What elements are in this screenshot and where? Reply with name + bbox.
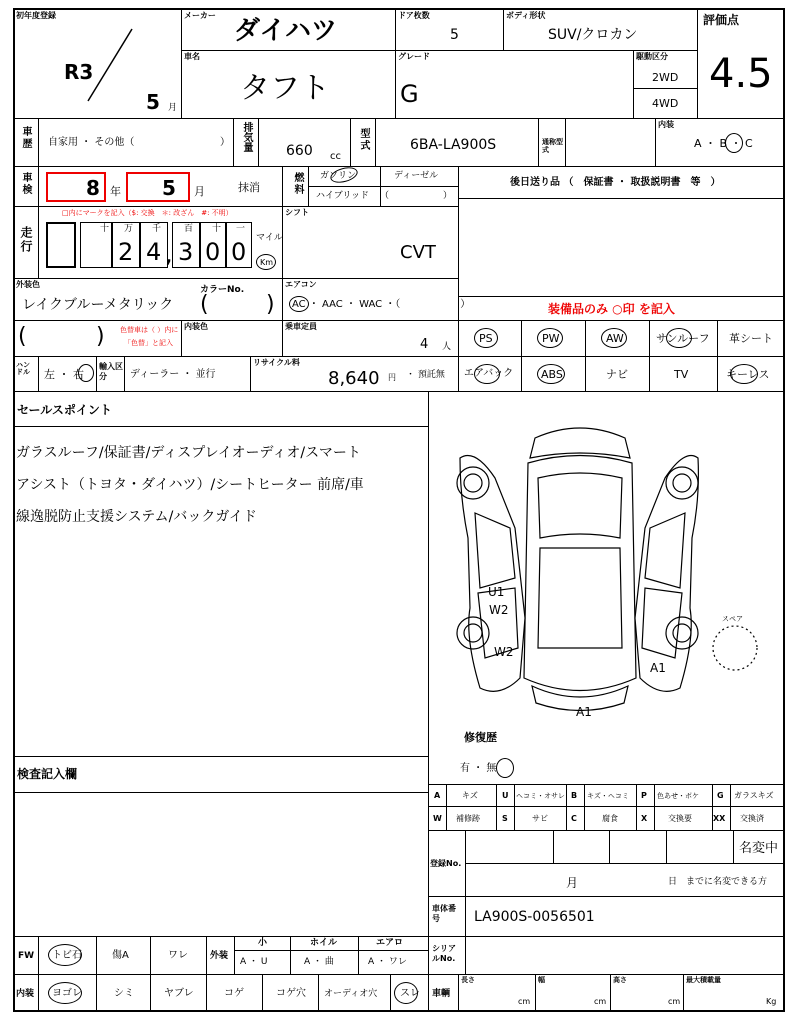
int-label: 内装	[16, 989, 35, 999]
color-paren-close: )	[266, 292, 275, 317]
km-circle	[256, 254, 276, 270]
divider	[282, 166, 283, 206]
legend-value: サビ	[532, 814, 548, 823]
mileage-digit: 2	[118, 238, 134, 266]
divider	[13, 391, 785, 392]
inspection-year-unit: 年	[110, 185, 121, 198]
color-label: 外装色	[16, 280, 40, 289]
equip-keyless: キーレス	[726, 368, 770, 381]
divider	[458, 198, 785, 199]
mileage-unit: 十	[212, 224, 222, 234]
capacity-unit: 人	[442, 342, 452, 352]
divider	[181, 320, 182, 356]
divider	[465, 863, 785, 864]
legend-value: 交換済	[740, 814, 764, 823]
slash-mark	[80, 25, 140, 105]
divider	[181, 8, 182, 118]
legend-key: S	[502, 814, 508, 823]
divider	[290, 936, 291, 974]
divider	[390, 974, 391, 1012]
divider	[428, 896, 785, 897]
equip-aw-circle	[601, 328, 627, 348]
equip-ps-circle	[474, 328, 498, 348]
int-item: ヤブレ	[164, 988, 194, 999]
cap-unit: Kg	[766, 997, 777, 1006]
docs-label: 後日送り品 （ 保証書 ・ 取扱説明書 等 ）	[510, 177, 721, 188]
legend-key: C	[571, 814, 577, 823]
handle-right-circle	[78, 364, 94, 382]
equip-title: 装備品のみ ○印 を記入	[548, 302, 675, 316]
legend-key: U	[502, 791, 509, 800]
divider	[609, 830, 610, 863]
divider	[465, 896, 466, 936]
int-item: スレ	[400, 988, 420, 999]
divider	[282, 320, 283, 356]
first-reg-era: R3	[64, 60, 94, 84]
divider	[428, 830, 785, 831]
small-value: A ・ U	[240, 957, 268, 967]
sales-point-line: ガラスルーフ/保証書/ディスプレイオーディオ/スマート	[16, 445, 361, 461]
int-dirt-circle	[48, 982, 82, 1004]
sales-point-line: アシスト（トヨタ・ダイハツ）/シートヒーター 前席/車	[16, 477, 364, 493]
reg-no-label: 登録No.	[430, 859, 462, 868]
divider	[446, 784, 447, 830]
divider	[428, 784, 785, 785]
shift-label: シフト	[285, 208, 309, 217]
car-name-label: 車名	[184, 52, 200, 61]
divider	[13, 792, 428, 793]
aero-value: A ・ ワレ	[368, 957, 407, 967]
legend-value: ガラスキズ	[734, 791, 774, 800]
color-note-1: 色替車は（ ）内に	[120, 326, 179, 334]
fuel-gasoline: ガソリン	[320, 171, 357, 181]
color-note-2: 「色替」と記入	[124, 339, 173, 347]
body-type-value: SUV/クロカン	[548, 27, 638, 43]
width-unit: cm	[594, 997, 607, 1006]
divider	[282, 206, 283, 278]
first-reg-month-unit: 月	[168, 103, 178, 113]
divider	[496, 784, 497, 830]
mileage-unit: 一	[236, 224, 246, 234]
body-type-label: ボディ形状	[506, 11, 546, 20]
legend-value: 色あせ・ボケ	[657, 792, 699, 800]
legend-key: A	[434, 791, 441, 800]
height-unit: cm	[668, 997, 681, 1006]
score-label: 評価点	[703, 13, 740, 27]
divider	[262, 974, 263, 1012]
fw-chip-circle	[48, 944, 82, 966]
divider	[553, 830, 554, 863]
divider	[428, 391, 429, 936]
divider	[666, 830, 667, 863]
divider	[13, 974, 785, 975]
mileage-digit: 0	[231, 238, 247, 266]
divider	[38, 166, 39, 278]
divider	[712, 784, 713, 830]
divider	[636, 784, 637, 830]
mileage-unit: 百	[184, 224, 194, 234]
capacity-value: 4	[420, 337, 429, 352]
divider	[697, 8, 698, 118]
divider	[206, 936, 207, 1012]
divider	[358, 936, 359, 974]
divider	[234, 936, 235, 974]
interior-options: A ・ B ・ C	[694, 137, 753, 150]
repair-label: 修復歴	[464, 731, 497, 744]
inspection-year: 8	[86, 176, 100, 200]
shift-value: CVT	[400, 242, 436, 263]
divider	[458, 974, 459, 1012]
int-item: コゲ	[224, 988, 244, 999]
fw-label: FW	[18, 951, 35, 961]
legend-value: 補修跡	[456, 814, 480, 823]
recycle-label: リサイクル料	[253, 358, 300, 367]
drive-4wd: 4WD	[652, 97, 679, 110]
mile-label: マイル	[256, 233, 283, 243]
divider	[13, 426, 428, 427]
chassis-value: LA900S-0056501	[474, 909, 595, 925]
first-reg-month: 5	[146, 90, 160, 114]
serial-label: シリアルNo.	[432, 944, 456, 964]
interior-label: 内装	[658, 120, 674, 129]
mileage-digit: 3	[178, 238, 194, 266]
equip-leather: 革シート	[729, 332, 773, 345]
sales-point-label: セールスポイント	[17, 403, 112, 417]
small-label: 小	[258, 938, 268, 948]
displacement-value: 660	[286, 143, 313, 159]
repair-value: 有 ・ 無	[460, 763, 497, 774]
equip-airbag-circle	[474, 364, 500, 384]
equip-abs-circle	[537, 364, 565, 384]
wheel-label: ホイル	[310, 938, 338, 948]
int-item: ヨゴレ	[52, 988, 82, 999]
divider	[633, 88, 697, 89]
divider	[150, 936, 151, 1012]
divider	[13, 936, 785, 937]
inspector-label: 検査記入欄	[17, 767, 78, 781]
inspection-month: 5	[162, 176, 176, 200]
legend-value: 交換要	[668, 814, 692, 823]
mileage-digit: 0	[205, 238, 221, 266]
interior-b-circle	[725, 133, 743, 153]
divider	[730, 784, 731, 830]
aero-label: エアロ	[376, 938, 404, 948]
divider	[13, 118, 785, 119]
history-close: ）	[220, 137, 230, 148]
handle-label: ハンドル	[16, 361, 30, 376]
interior-color-label: 内装色	[184, 322, 208, 331]
int-item: コゲ穴	[276, 988, 306, 999]
legend-value: キズ・ヘコミ	[587, 792, 629, 800]
divider	[250, 356, 251, 391]
divider	[13, 356, 458, 357]
damage-mark: W2	[489, 603, 509, 617]
dims-label: 車輌	[432, 989, 451, 999]
divider	[318, 974, 319, 1012]
divider	[535, 974, 536, 1012]
color-value: レイクブルーメタリック	[22, 297, 174, 313]
divider	[233, 118, 234, 166]
drive-2wd: 2WD	[652, 71, 679, 84]
equip-pw-circle	[537, 328, 563, 348]
history-label: 車歴	[20, 126, 31, 150]
divider	[375, 118, 376, 166]
length-unit: cm	[518, 997, 531, 1006]
divider	[428, 806, 785, 807]
divider	[428, 936, 429, 1012]
legend-key: B	[571, 791, 578, 800]
paren-open: (	[18, 324, 27, 349]
fw-item: ワレ	[168, 950, 188, 961]
width-label: 幅	[538, 976, 545, 984]
divider	[258, 118, 259, 166]
damage-mark: A1	[650, 661, 666, 675]
history-value: 自家用 ・ その他（	[48, 137, 135, 148]
mileage-unit: 十	[100, 224, 110, 234]
divider	[733, 830, 734, 863]
grade-value: G	[400, 80, 419, 108]
reg-day-text: 日 までに名変できる方	[668, 877, 768, 887]
inspection-erased: 抹消	[238, 181, 260, 194]
divider	[633, 50, 634, 118]
grade-label: グレード	[398, 52, 430, 61]
car-damage-diagram	[440, 418, 760, 728]
handle-value: 左 ・ 右	[44, 368, 84, 381]
divider	[655, 118, 656, 166]
repair-none-circle	[496, 758, 514, 778]
mileage-note: □内にマークを記入（$: 交換 ＊: 改ざん #: 不明）	[62, 209, 233, 217]
divider	[538, 118, 539, 166]
mileage-unit: 千	[152, 224, 162, 234]
recycle-unit: 円	[388, 373, 396, 382]
maker-label: メーカー	[184, 11, 216, 20]
divider	[38, 356, 39, 391]
inspection-month-box	[126, 172, 190, 202]
divider	[458, 296, 785, 297]
doors-value: 5	[450, 27, 459, 43]
equip-aw: AW	[606, 332, 624, 345]
fw-item: 傷A	[112, 950, 129, 961]
recycle-deposit: ・ 預託無	[406, 370, 445, 380]
int-item: シミ	[114, 988, 134, 999]
inspection-month-unit: 月	[194, 185, 205, 198]
legend-value: ヘコミ・オサレ	[516, 792, 565, 800]
displacement-label: 排気量	[241, 122, 252, 152]
recycle-value: 8,640	[328, 368, 380, 389]
equip-keyless-circle	[730, 364, 758, 384]
equip-abs: ABS	[541, 368, 563, 381]
divider	[584, 784, 585, 830]
int-item: オーディオ穴	[324, 989, 378, 999]
divider	[610, 974, 611, 1012]
import-value: ディーラー ・ 並行	[130, 369, 216, 380]
fuel-diesel: ディーゼル	[394, 171, 439, 181]
divider	[566, 784, 567, 830]
divider	[181, 50, 697, 51]
divider	[503, 8, 504, 50]
divider	[395, 8, 396, 118]
divider	[683, 974, 684, 1012]
legend-value: 腐食	[602, 814, 618, 823]
inspection-label: 車検	[20, 172, 31, 196]
color-paren-open: (	[200, 292, 209, 317]
mileage-comma: ,	[165, 240, 173, 268]
length-label: 長さ	[461, 976, 475, 984]
legend-key: XX	[713, 814, 726, 823]
fuel-label: 燃料	[292, 172, 303, 196]
equip-ps: PS	[479, 332, 493, 345]
equip-airbag: エアバック	[464, 368, 514, 379]
fw-item: トビ石	[52, 950, 82, 961]
capacity-label: 乗車定員	[285, 322, 317, 331]
import-label: 輸入区分	[99, 362, 123, 381]
divider	[13, 756, 428, 757]
equip-navi: ナビ	[606, 368, 628, 381]
divider	[654, 784, 655, 830]
first-reg-label: 初年度登録	[16, 11, 56, 20]
drive-label: 駆動区分	[636, 52, 668, 61]
legend-value: キズ	[462, 791, 478, 800]
doors-label: ドア枚数	[398, 11, 430, 20]
int-scuff-circle	[394, 982, 418, 1004]
divider	[96, 936, 97, 1012]
car-name-value: タフト	[240, 71, 330, 106]
divider	[124, 356, 125, 391]
divider	[514, 784, 515, 830]
aircon-ac-circle	[289, 296, 309, 312]
score-value: 4.5	[709, 51, 773, 97]
equip-sunroof: サンルーフ	[656, 332, 710, 345]
divider	[13, 278, 458, 279]
mileage-digit: 4	[146, 238, 162, 266]
equip-sunroof-circle	[666, 328, 692, 348]
divider	[38, 118, 39, 166]
divider	[234, 950, 428, 951]
fuel-hybrid: ハイブリッド	[316, 191, 370, 201]
paren-close: )	[96, 324, 105, 349]
divider	[13, 320, 785, 321]
displacement-unit: cc	[330, 151, 341, 162]
wheel-value: A ・ 曲	[304, 957, 334, 967]
name-change: 名変中	[739, 841, 779, 856]
cap-label: 最大積載量	[686, 976, 721, 984]
sales-point-line: 線逸脱防止支援システム/バックガイド	[16, 509, 257, 525]
divider	[458, 356, 785, 357]
mileage-unit: 万	[124, 224, 134, 234]
fuel-paren: （ ）	[380, 191, 453, 201]
divider	[308, 186, 458, 187]
height-label: 高さ	[613, 976, 627, 984]
equip-pw: PW	[542, 332, 560, 345]
divider	[565, 118, 566, 166]
equip-tv: TV	[674, 368, 689, 381]
divider	[96, 356, 97, 391]
model-label: 型式	[358, 128, 369, 152]
divider	[350, 118, 351, 166]
damage-mark: W2	[494, 645, 514, 659]
legend-key: W	[433, 814, 442, 823]
chassis-label: 車体番号	[432, 904, 456, 924]
km-label: Km	[260, 258, 274, 267]
aircon-value: AC ・ AAC ・ WAC ・（ ）	[292, 299, 471, 310]
model-value: 6BA-LA900S	[410, 137, 497, 153]
divider	[458, 166, 459, 391]
spare-label: スペア	[722, 615, 743, 623]
legend-key: G	[717, 791, 724, 800]
damage-mark: U1	[488, 585, 505, 599]
tsusho-label: 通称型式	[542, 138, 563, 155]
reg-month-unit: 月	[566, 876, 579, 890]
exterior-label: 外装	[210, 951, 229, 961]
mileage-digit-box	[46, 222, 76, 268]
damage-mark: A1	[576, 705, 592, 719]
divider	[465, 936, 466, 974]
legend-key: X	[641, 814, 648, 823]
divider	[282, 278, 283, 320]
mileage-label: 走行	[19, 226, 33, 254]
divider	[38, 936, 39, 1012]
color-no-label: カラーNo.	[200, 285, 245, 295]
maker-value: ダイハツ	[234, 16, 337, 46]
legend-key: P	[641, 791, 647, 800]
divider	[13, 166, 785, 167]
aircon-label: エアコン	[285, 280, 317, 289]
divider	[13, 206, 458, 207]
